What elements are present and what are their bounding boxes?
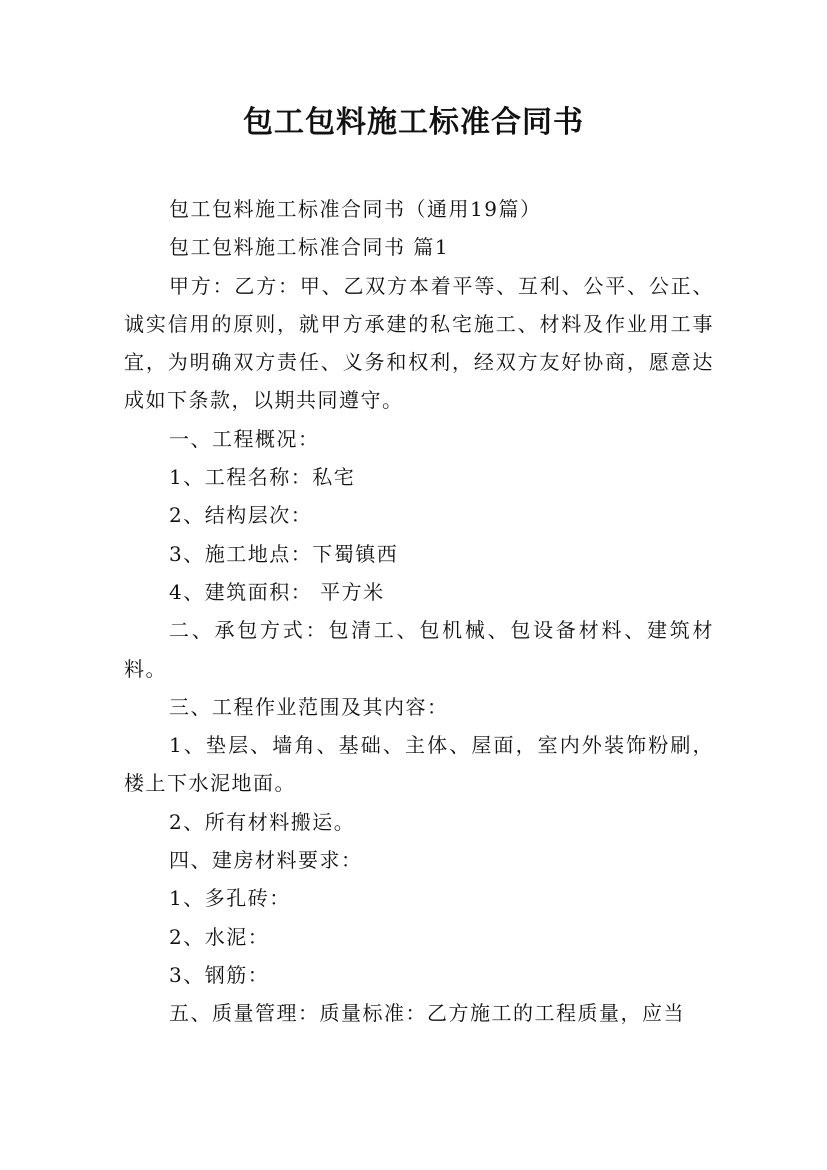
list-item: 1、垫层、墙角、基础、主体、屋面，室内外装饰粉刷，楼上下水泥地面。 bbox=[124, 733, 714, 796]
paragraph-article-heading: 包工包料施工标准合同书 篇1 bbox=[169, 235, 450, 260]
paragraph-collection-title: 包工包料施工标准合同书（通用19篇） bbox=[169, 197, 542, 221]
paragraph-preamble: 甲方：乙方：甲、乙双方本着平等、互利、公平、公正、诚实信用的原则，就甲方承建的私宅施工、材料及作业用工事宜，为明确双方责任、义务和权利，经双方友好协商，愿意达成如下条款，以期共同遵守。 bbox=[124, 273, 714, 413]
list-item: 2、所有材料搬运。 bbox=[169, 809, 356, 834]
list-item: 4、建筑面积： 平方米 bbox=[169, 579, 385, 604]
section-heading-material-requirements: 四、建房材料要求： bbox=[169, 848, 363, 873]
section-heading-contract-method: 二、承包方式：包清工、包机械、包设备材料、建筑材料。 bbox=[124, 618, 714, 681]
list-item: 3、钢筋： bbox=[169, 962, 270, 987]
list-item: 2、结构层次： bbox=[169, 503, 313, 528]
list-item: 1、工程名称：私宅 bbox=[169, 465, 356, 490]
document-body bbox=[124, 190, 714, 1033]
list-item: 3、施工地点：下蜀镇西 bbox=[169, 541, 399, 566]
document-title: 包工包料施工标准合同书 bbox=[243, 105, 584, 140]
list-item: 2、水泥： bbox=[169, 924, 270, 949]
section-heading-quality-management: 五、质量管理：质量标准：乙方施工的工程质量，应当 bbox=[169, 1001, 685, 1026]
list-item: 1、多孔砖： bbox=[169, 886, 291, 911]
section-heading-project-overview: 一、工程概况： bbox=[169, 426, 320, 451]
section-heading-work-scope: 三、工程作业范围及其内容： bbox=[169, 694, 449, 719]
